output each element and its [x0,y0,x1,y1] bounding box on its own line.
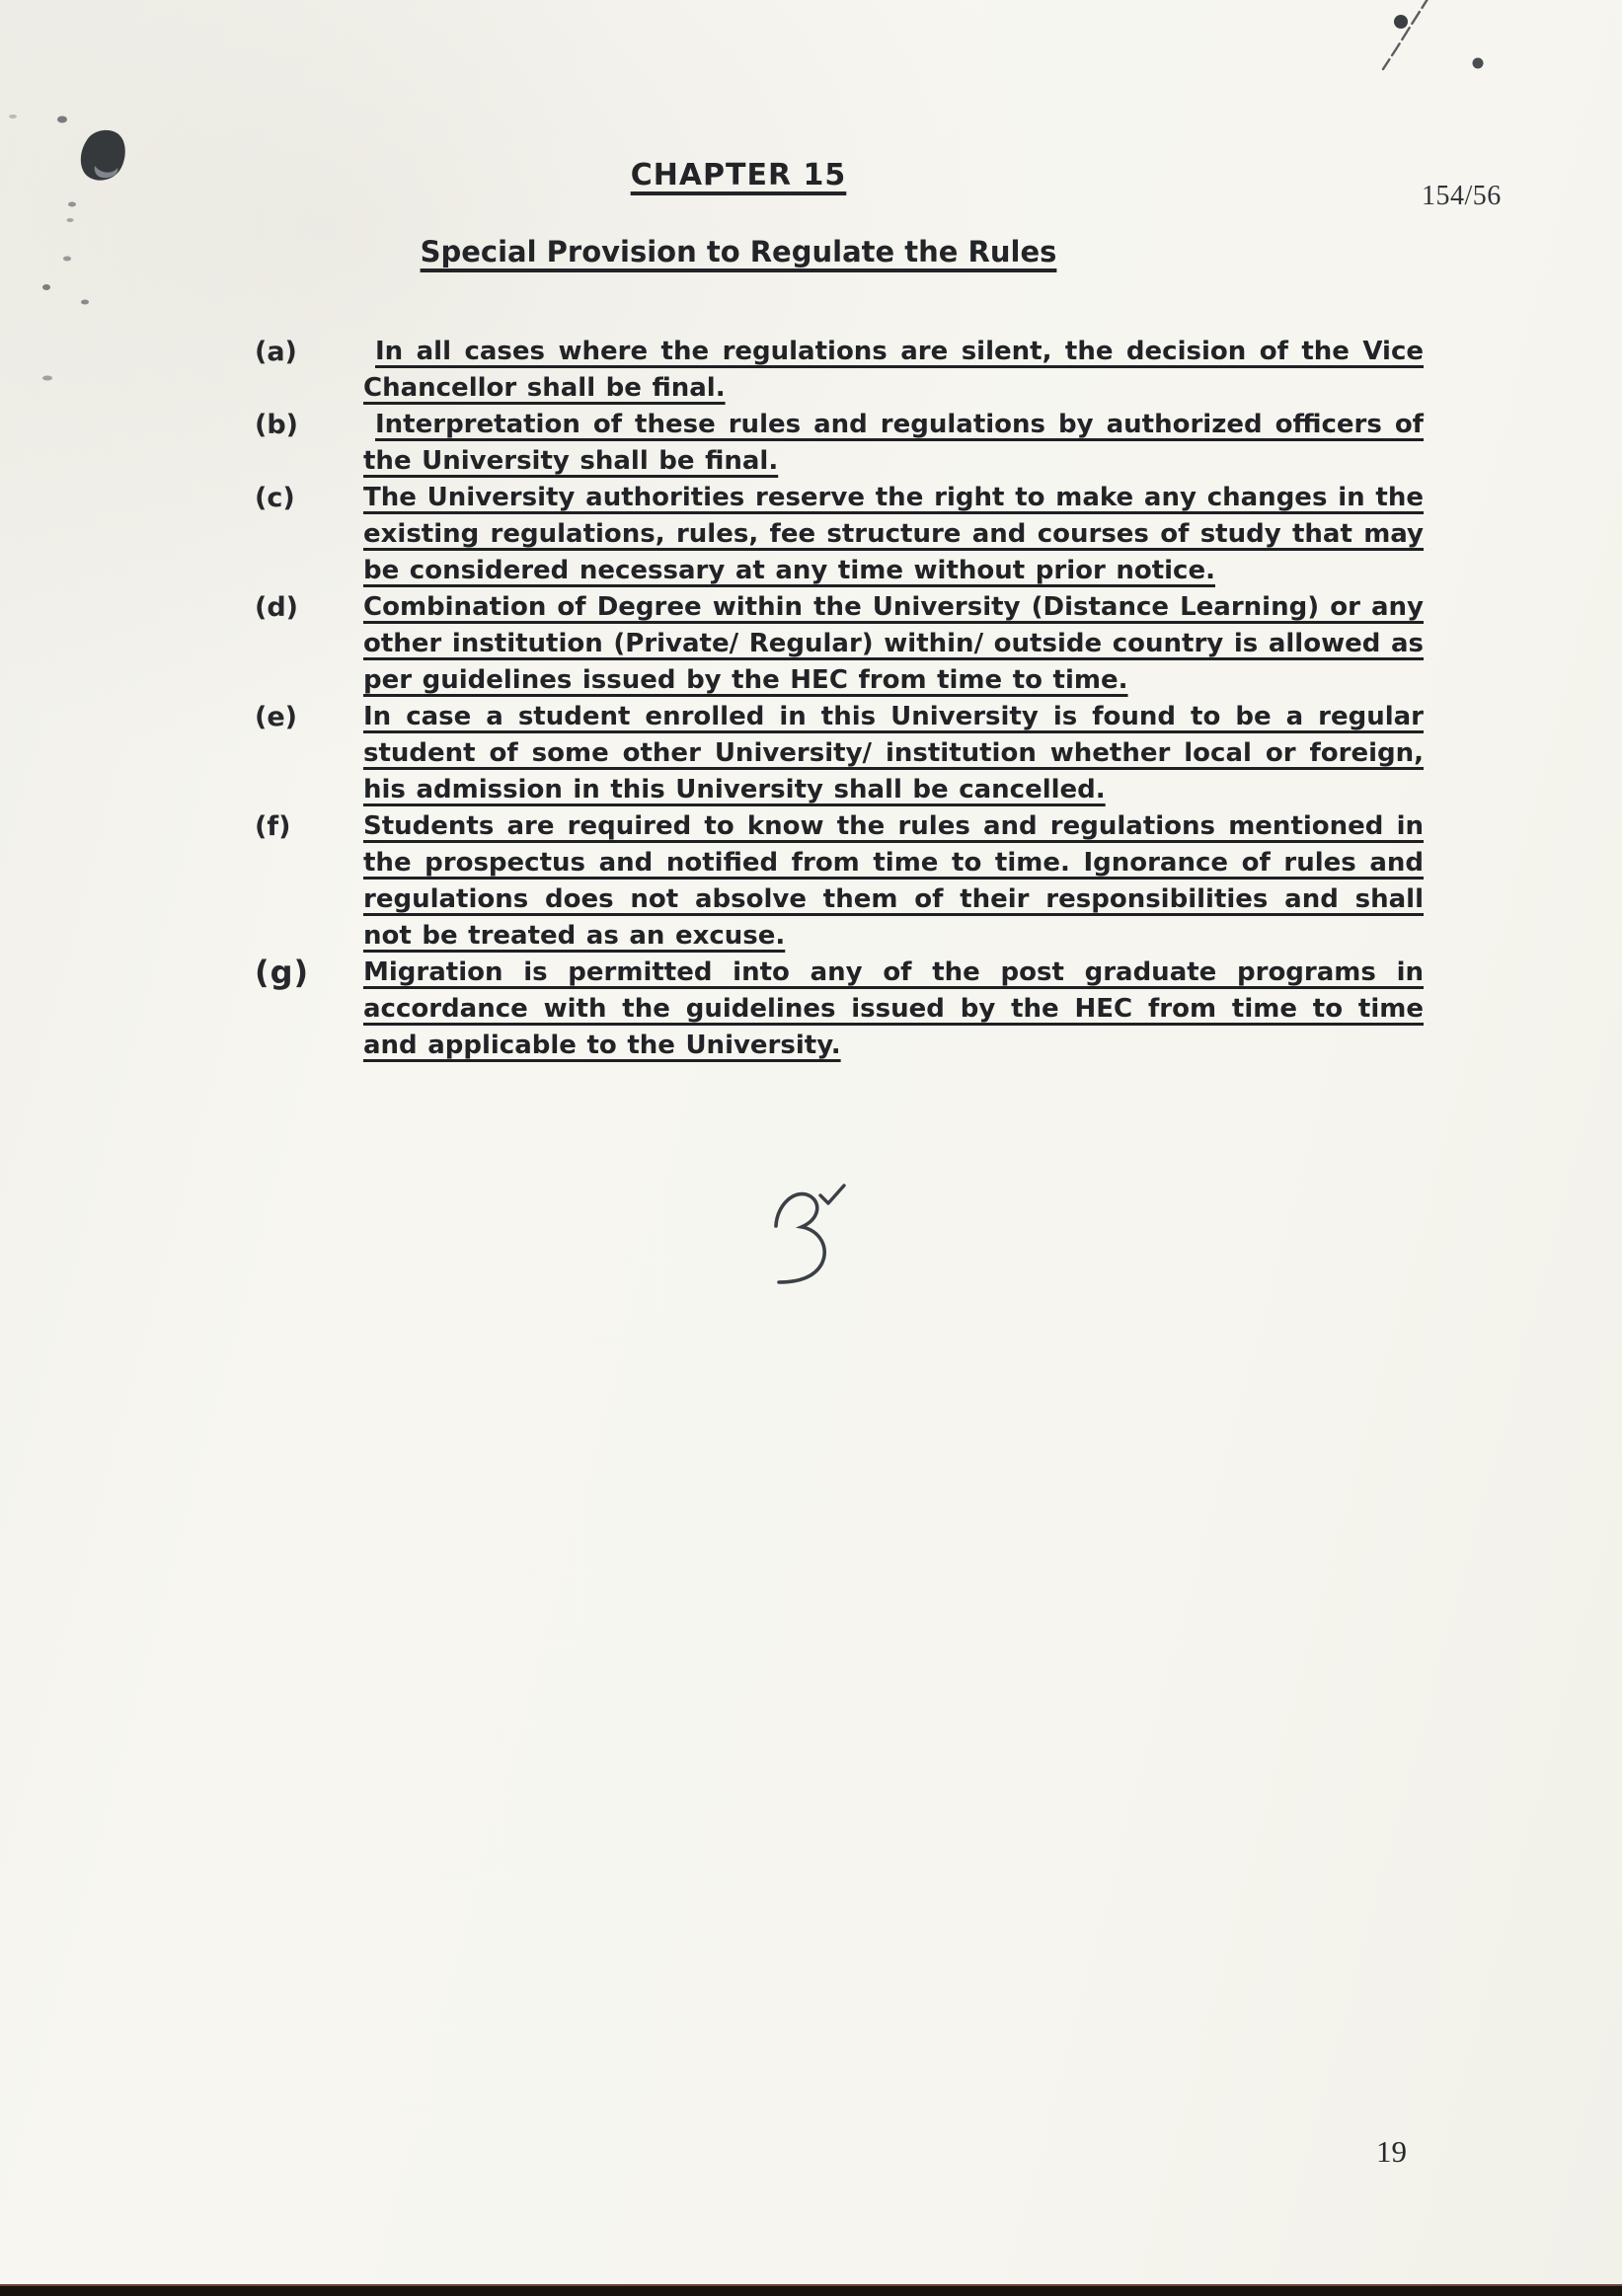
handwritten-mark [776,1186,844,1282]
clause-row [255,699,1424,808]
speck [9,115,17,118]
clause-label: (d) [255,592,299,623]
clause-text: In case a student enrolled in this University is found to be a regular student of some other University/ institution whether local or foreign, his admission in this University shall be cancelled. [363,702,1424,804]
ink-blot [81,130,125,181]
clause-row [255,480,1424,589]
scan-bottom-edge [0,2284,1622,2296]
stamp-number: 154/56 [1422,181,1502,211]
clause-text: Combination of Degree within the University (Distance Learning) or any other institution (Private/ Regular) within/ outside country is allowed as per guidelines issued by the HEC from time to time. [363,592,1424,695]
speck [67,218,74,222]
page-number: 19 [1376,2134,1407,2169]
clause-label: (g) [255,954,310,991]
clause-label: (c) [255,483,295,513]
clause-text: Migration is permitted into any of the post graduate programs in accordance with the guidelines issued by the HEC from time to time and applicable to the University. [363,957,1424,1060]
clause-list [255,334,1424,1064]
pen-dot [1394,15,1408,29]
chapter-heading: CHAPTER 15 [630,158,847,192]
pen-stroke [1383,0,1429,69]
speck [81,300,89,305]
speck [42,376,52,381]
clause-row [255,808,1424,955]
clause-row [255,589,1424,699]
clause-text: The University authorities reserve the right to make any changes in the existing regulations, rules, fee structure and courses of study that may be considered necessary at any time without prior notice. [363,483,1424,585]
clause-row [255,407,1424,480]
clause-label: (e) [255,702,297,732]
clause-text: In all cases where the regulations are silent, the decision of the Vice Chancellor shall be final. [363,337,1424,403]
clause-row [255,334,1424,407]
speck [57,116,67,123]
clause-label: (b) [255,410,299,440]
speck [68,202,76,207]
page-title: Special Provision to Regulate the Rules [420,235,1057,268]
clause-row [255,955,1424,1064]
pen-dot [1473,58,1484,69]
clause-label: (a) [255,337,297,367]
ink-blot-highlight [95,166,118,178]
speck [63,257,71,262]
clause-text: Students are required to know the rules and regulations mentioned in the prospectus and notified from time to time. Ignorance of rules and regulations does not absolve them of their responsibilities and shall not be treated as an excuse. [363,811,1424,951]
speck [42,284,50,290]
clause-label: (f) [255,811,291,842]
clause-text: Interpretation of these rules and regulations by authorized officers of the University shall be final. [363,410,1424,476]
